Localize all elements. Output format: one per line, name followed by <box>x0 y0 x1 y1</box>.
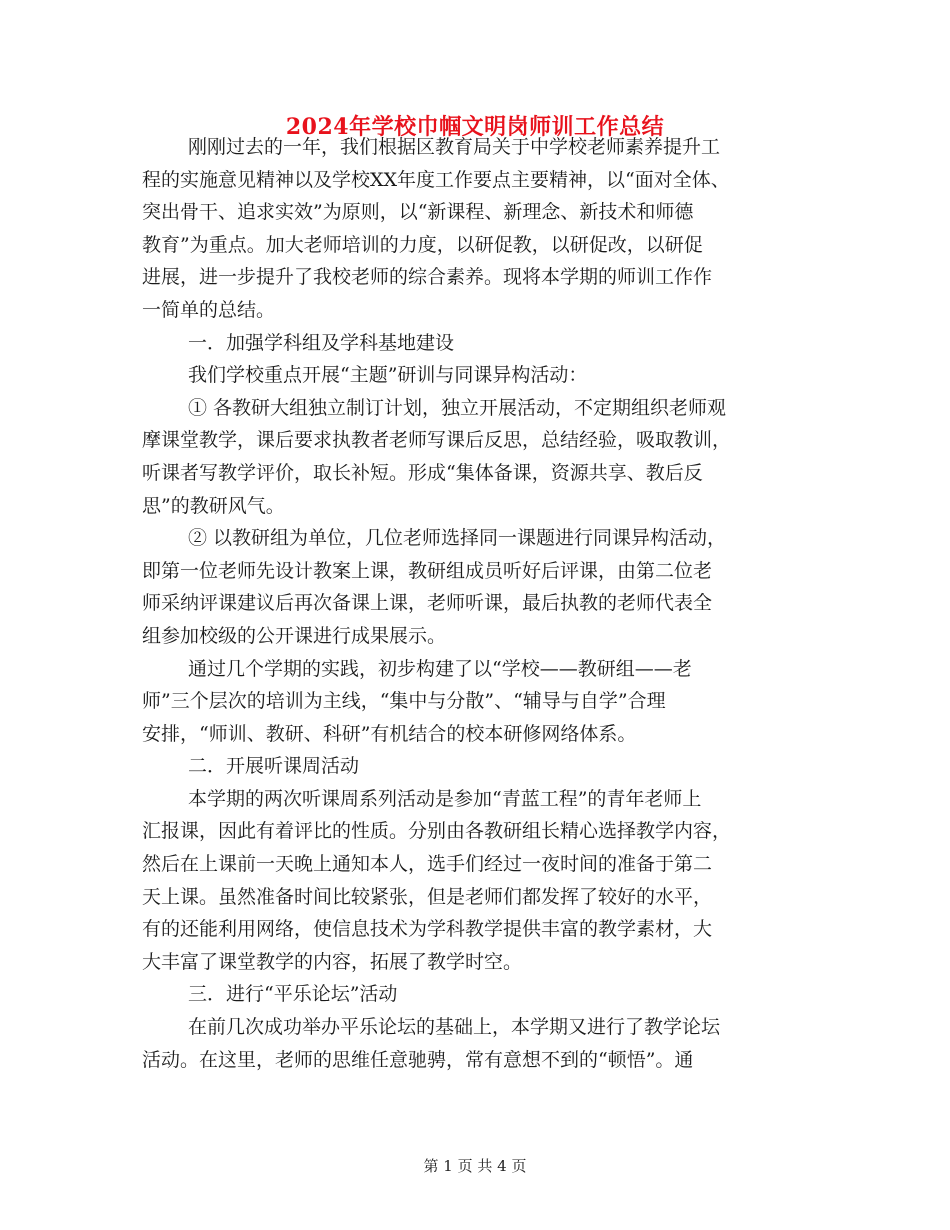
body-line: 突出骨干、追求实效”为原则，以“新课程、新理念、新技术和师德 <box>142 201 694 224</box>
body-line: 思”的教研风气。 <box>142 494 285 517</box>
body-line: 师”三个层次的培训为主线，“集中与分散”、“辅导与自学”合理 <box>142 690 666 713</box>
body-line: 在前几次成功举办平乐论坛的基础上，本学期又进行了教学论坛 <box>188 1016 721 1039</box>
body-line: 安排，“师训、教研、科研”有机结合的校本研修网络体系。 <box>142 722 637 745</box>
body-line: 听课者写教学评价，取长补短。形成“集体备课，资源共享、教后反 <box>142 461 703 484</box>
document-body <box>142 131 810 1076</box>
body-line: 汇报课，因此有着评比的性质。分别由各教研组长精心选择教学内容， <box>142 820 732 843</box>
body-line: 我们学校重点开展“主题”研训与同课异构活动： <box>188 364 588 387</box>
body-line: 进展，进一步提升了我校老师的综合素养。现将本学期的师训工作作 <box>142 266 713 289</box>
body-line: 通过几个学期的实践，初步构建了以“学校——教研组——老 <box>188 657 692 680</box>
body-line: 然后在上课前一天晚上通知本人，选手们经过一夜时间的准备于第二 <box>142 853 713 876</box>
body-line: 组参加校级的公开课进行成果展示。 <box>142 624 447 647</box>
body-line: 有的还能利用网络，使信息技术为学科教学提供丰富的教学素材，大 <box>142 918 713 941</box>
page-footer: 第 1 页 共 4 页 <box>423 1157 527 1175</box>
body-line: 教育”为重点。加大老师培训的力度，以研促教，以研促改，以研促 <box>142 233 703 256</box>
body-line: 即第一位老师先设计教案上课，教研组成员听好后评课，由第二位老 <box>142 559 713 582</box>
body-line: 活动。在这里，老师的思维任意驰骋，常有意想不到的“顿悟”。通 <box>142 1048 694 1071</box>
body-line: ② 以教研组为单位，几位老师选择同一课题进行同课异构活动， <box>188 527 727 550</box>
body-line: 本学期的两次听课周系列活动是参加“青蓝工程”的青年老师上 <box>188 787 702 810</box>
body-line: 天上课。虽然准备时间比较紧张，但是老师们都发挥了较好的水平， <box>142 885 713 908</box>
section-heading: 三．进行“平乐论坛”活动 <box>188 983 398 1006</box>
section-heading: 一．加强学科组及学科基地建设 <box>188 331 455 354</box>
body-line: ① 各教研大组独立制订计划，独立开展活动，不定期组织老师观 <box>188 396 727 419</box>
document-title: 2024年学校巾帼文明岗师训工作总结 <box>285 114 665 140</box>
body-line: 刚刚过去的一年，我们根据区教育局关于中学校老师素养提升工 <box>188 136 721 158</box>
body-line: 师采纳评课建议后再次备课上课，老师听课，最后执教的老师代表全 <box>142 592 713 615</box>
body-line: 摩课堂教学，课后要求执教者老师写课后反思，总结经验，吸取教训， <box>142 429 732 452</box>
body-line: 一简单的总结。 <box>142 298 276 321</box>
section-heading: 二．开展听课周活动 <box>188 755 360 778</box>
body-line: 程的实施意见精神以及学校XX年度工作要点主要精神，以“面对全体、 <box>142 168 730 191</box>
body-line: 大丰富了课堂教学的内容，拓展了教学时空。 <box>142 950 523 973</box>
